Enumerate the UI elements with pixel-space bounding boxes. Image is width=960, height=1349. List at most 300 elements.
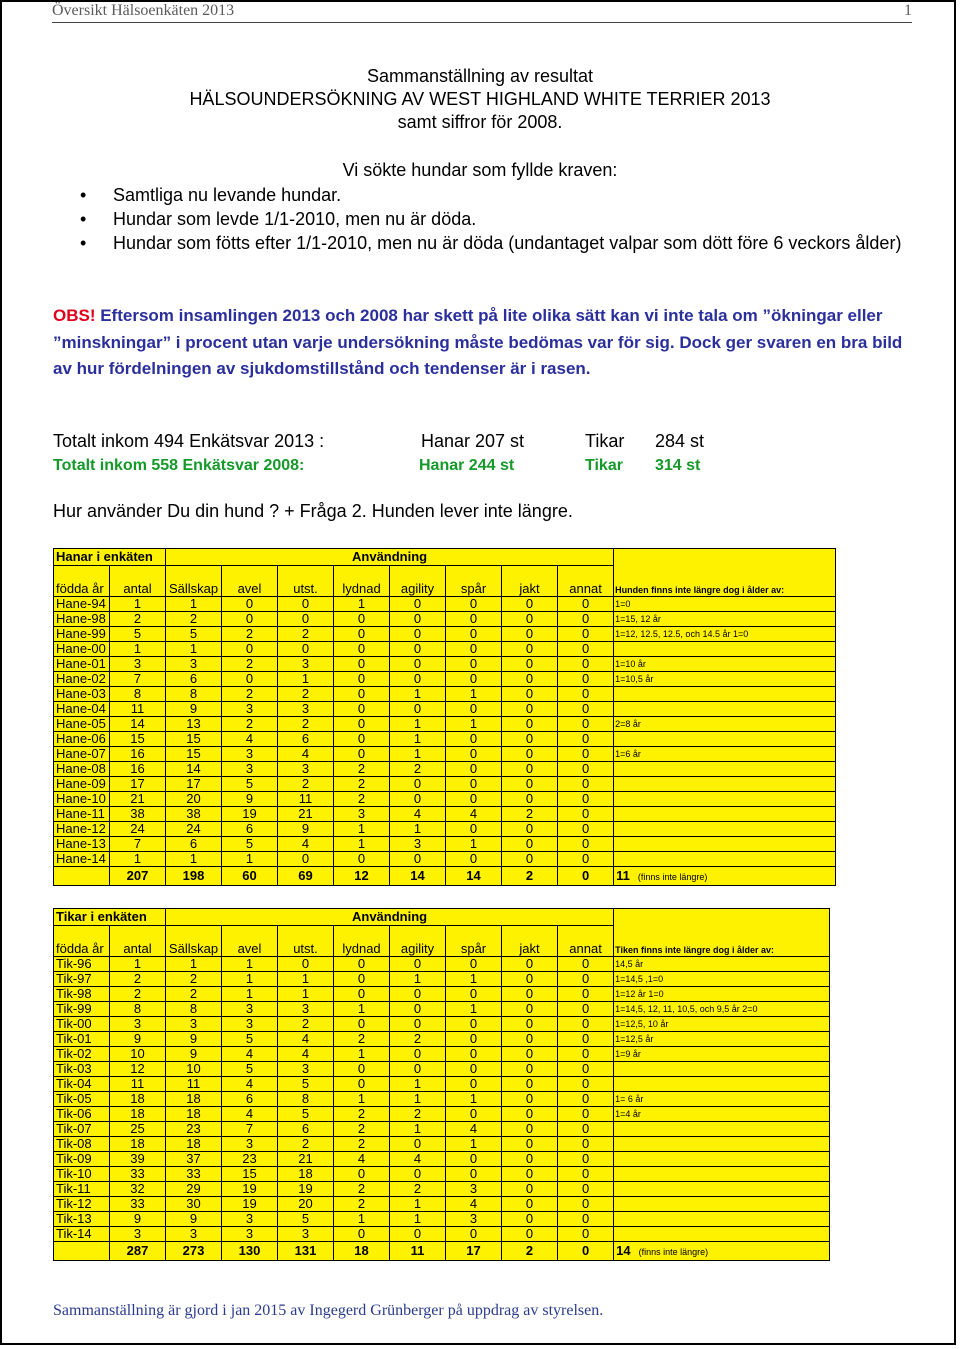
table-row	[54, 837, 836, 852]
summary-2008	[53, 457, 913, 479]
table-cell: 15	[166, 732, 222, 747]
row-note	[614, 702, 836, 717]
table-cell: 3	[222, 1137, 278, 1152]
total-note: (finns inte längre)	[637, 871, 708, 882]
table-row	[54, 1227, 830, 1242]
row-label: Tik-10	[54, 1167, 110, 1182]
row-note	[614, 687, 836, 702]
table-cell: 1	[446, 972, 502, 987]
table-cell: 0	[390, 642, 446, 657]
table-cell: 14	[166, 762, 222, 777]
table-cell: 0	[558, 1017, 614, 1032]
table-cell: 8	[110, 1002, 166, 1017]
row-note	[614, 1197, 830, 1212]
row-note: 1=4 år	[614, 1107, 830, 1122]
table-cell: 2	[334, 762, 390, 777]
column-header: utst.	[278, 926, 334, 957]
summary-2013-hanar: Hanar 207 st	[421, 431, 525, 451]
table-cell: 0	[446, 1032, 502, 1047]
table-usage-label: Användning	[166, 909, 614, 926]
table-cell: 0	[334, 1062, 390, 1077]
table-cell: 2	[222, 627, 278, 642]
table-cell: 1	[222, 972, 278, 987]
table-cell: 2	[166, 972, 222, 987]
table-cell: 0	[446, 612, 502, 627]
criteria-item: • Hundar som levde 1/1-2010, men nu är döda.	[80, 207, 920, 231]
column-header: avel	[222, 566, 278, 597]
table-row	[54, 612, 836, 627]
table-cell: 18	[278, 1167, 334, 1182]
table-cell: 0	[502, 792, 558, 807]
column-header: avel	[222, 926, 278, 957]
table-cell: 0	[502, 1107, 558, 1122]
summary-2008-total: Totalt inkom 558 Enkätsvar 2008:	[53, 457, 305, 474]
table-row	[54, 987, 830, 1002]
row-label: Tik-13	[54, 1212, 110, 1227]
row-note: 1=12 år 1=0	[614, 987, 830, 1002]
row-label: Tik-11	[54, 1182, 110, 1197]
table-cell: 0	[390, 597, 446, 612]
row-label: Tik-06	[54, 1107, 110, 1122]
table-cell: 8	[110, 687, 166, 702]
table-cell: 3	[166, 1017, 222, 1032]
total-cell: 17	[446, 1242, 502, 1261]
table-cell: 19	[222, 807, 278, 822]
table-cell: 0	[502, 1077, 558, 1092]
table-cell: 11	[278, 792, 334, 807]
summary-2013	[53, 431, 913, 453]
table-row	[54, 852, 836, 867]
table-cell: 2	[334, 1197, 390, 1212]
table-cell: 4	[222, 1077, 278, 1092]
table-cell: 3	[278, 657, 334, 672]
row-label: Tik-12	[54, 1197, 110, 1212]
table-cell: 33	[166, 1167, 222, 1182]
row-label: Tik-09	[54, 1152, 110, 1167]
table-cell: 1	[446, 1002, 502, 1017]
criteria-list	[80, 183, 920, 255]
total-cell: 207	[110, 867, 166, 886]
table-cell: 33	[110, 1197, 166, 1212]
page-header	[52, 2, 912, 23]
column-header: Sällskap	[166, 926, 222, 957]
table-cell: 0	[558, 1077, 614, 1092]
table-cell: 4	[334, 1152, 390, 1167]
table-cell: 2	[390, 1107, 446, 1122]
row-label: Hane-13	[54, 837, 110, 852]
table-cell: 3	[278, 1062, 334, 1077]
title-line-1: Sammanställning av resultat	[366, 66, 594, 86]
row-note	[614, 1227, 830, 1242]
table-cell: 11	[110, 1077, 166, 1092]
table-cell: 0	[334, 657, 390, 672]
table-cell: 20	[166, 792, 222, 807]
table-row	[54, 957, 830, 972]
table-cell: 1	[222, 852, 278, 867]
table-cell: 2	[278, 1017, 334, 1032]
table-cell: 0	[502, 1167, 558, 1182]
row-note	[614, 1212, 830, 1227]
table-cell: 3	[278, 762, 334, 777]
table-cell: 0	[502, 957, 558, 972]
table-cell: 0	[446, 1077, 502, 1092]
table-cell: 0	[558, 807, 614, 822]
table-cell: 1	[222, 957, 278, 972]
table-cell: 0	[502, 1182, 558, 1197]
table-cell: 0	[334, 732, 390, 747]
table-row	[54, 1077, 830, 1092]
table-cell: 0	[558, 1047, 614, 1062]
row-label: Tik-05	[54, 1092, 110, 1107]
row-note	[614, 732, 836, 747]
table-cell: 6	[166, 672, 222, 687]
table-cell: 0	[558, 822, 614, 837]
table-cell: 14	[110, 717, 166, 732]
table-cell: 0	[558, 657, 614, 672]
table-cell: 6	[278, 732, 334, 747]
table-row	[54, 1092, 830, 1107]
row-label: Tik-08	[54, 1137, 110, 1152]
table-cell: 12	[110, 1062, 166, 1077]
table-cell: 7	[222, 1122, 278, 1137]
table-cell: 0	[502, 672, 558, 687]
table-cell: 0	[558, 1182, 614, 1197]
total-cell: 11	[390, 1242, 446, 1261]
table-cell: 2	[110, 987, 166, 1002]
table-cell: 20	[278, 1197, 334, 1212]
table-cell: 1	[390, 1092, 446, 1107]
total-cell: 130	[222, 1242, 278, 1261]
table-cell: 0	[222, 612, 278, 627]
table-cell: 0	[446, 777, 502, 792]
table-cell: 1	[334, 1047, 390, 1062]
table-cell: 0	[502, 987, 558, 1002]
table-cell: 2	[222, 717, 278, 732]
table-cell: 0	[222, 642, 278, 657]
table-cell: 33	[110, 1167, 166, 1182]
table-cell: 1	[390, 687, 446, 702]
summary-2013-tikar-label: Tikar	[585, 431, 625, 451]
table-cell: 1	[446, 717, 502, 732]
footer-note: Sammanställning är gjord i jan 2015 av Ingegerd Grünberger på uppdrag av styrelsen.	[53, 1302, 604, 1319]
table-cell: 0	[502, 822, 558, 837]
table-cell: 21	[278, 807, 334, 822]
total-cell: 60	[222, 867, 278, 886]
column-header: annat	[558, 566, 614, 597]
table-cell: 1	[278, 972, 334, 987]
table-cell: 0	[502, 972, 558, 987]
table-cell: 0	[446, 1017, 502, 1032]
table-cell: 0	[390, 852, 446, 867]
table-cell: 5	[222, 1032, 278, 1047]
row-label: Tik-97	[54, 972, 110, 987]
table-cell: 0	[390, 1062, 446, 1077]
table-cell: 5	[222, 837, 278, 852]
table-cell: 4	[278, 747, 334, 762]
row-label: Tik-96	[54, 957, 110, 972]
row-note: 2=8 år	[614, 717, 836, 732]
row-note	[614, 1152, 830, 1167]
table-cell: 0	[502, 1032, 558, 1047]
table-cell: 6	[278, 1122, 334, 1137]
column-header: lydnad	[334, 566, 390, 597]
table-cell: 0	[502, 702, 558, 717]
table-cell: 9	[110, 1212, 166, 1227]
obs-text-2: Dock ger svaren en bra bild av hur fördelningen av sjukdomstillstånd och tendenser är i rasen.	[53, 332, 903, 378]
table-cell: 0	[334, 672, 390, 687]
table-row	[54, 1107, 830, 1122]
table-cell: 5	[110, 627, 166, 642]
table-cell: 0	[558, 987, 614, 1002]
row-note	[614, 762, 836, 777]
table-cell: 1	[278, 672, 334, 687]
table-note-header: Hunden finns inte längre dog i ålder av:	[614, 549, 836, 597]
table-cell: 1	[166, 852, 222, 867]
row-note	[614, 1182, 830, 1197]
table-group-label: Tikar i enkäten	[54, 909, 166, 926]
table-cell: 4	[390, 807, 446, 822]
table-row	[54, 1137, 830, 1152]
row-note	[614, 1062, 830, 1077]
summary-2008-tikar: 314 st	[655, 457, 701, 474]
table-cell: 0	[446, 657, 502, 672]
table-row	[54, 1167, 830, 1182]
row-label: Hane-10	[54, 792, 110, 807]
table-cell: 0	[558, 1107, 614, 1122]
total-cell: 12	[334, 867, 390, 886]
tikar-table	[53, 908, 830, 1261]
table-cell: 2	[222, 687, 278, 702]
table-cell: 3	[110, 1227, 166, 1242]
table-cell: 13	[166, 717, 222, 732]
row-note: 1=15, 12 år	[614, 612, 836, 627]
table-cell: 5	[278, 1077, 334, 1092]
table-cell: 1	[278, 987, 334, 1002]
table-row	[54, 642, 836, 657]
table-cell: 0	[390, 1227, 446, 1242]
criteria-item: • Samtliga nu levande hundar.	[80, 183, 920, 207]
table-cell: 0	[446, 702, 502, 717]
total-note: (finns inte längre)	[638, 1246, 709, 1257]
table-cell: 5	[166, 627, 222, 642]
row-note	[614, 837, 836, 852]
table-cell: 21	[110, 792, 166, 807]
table-cell: 1	[110, 957, 166, 972]
table-cell: 4	[278, 1047, 334, 1062]
table-cell: 11	[110, 702, 166, 717]
row-note	[614, 777, 836, 792]
table-cell: 2	[334, 777, 390, 792]
table-cell: 0	[390, 1002, 446, 1017]
total-cell: 2	[502, 867, 558, 886]
table-cell: 0	[558, 1032, 614, 1047]
table-cell: 24	[110, 822, 166, 837]
column-header: Sällskap	[166, 566, 222, 597]
row-label: Hane-09	[54, 777, 110, 792]
table-cell: 2	[166, 987, 222, 1002]
table-cell: 4	[446, 1122, 502, 1137]
table-cell: 0	[334, 747, 390, 762]
table-cell: 1	[334, 1092, 390, 1107]
row-label: Tik-04	[54, 1077, 110, 1092]
table-cell: 38	[166, 807, 222, 822]
table-row	[54, 972, 830, 987]
table-cell: 0	[502, 837, 558, 852]
table-cell: 1	[390, 717, 446, 732]
table-cell: 0	[390, 777, 446, 792]
table-cell: 0	[334, 1017, 390, 1032]
table-cell: 0	[502, 1212, 558, 1227]
table-cell: 32	[110, 1182, 166, 1197]
row-label: Tik-07	[54, 1122, 110, 1137]
table-cell: 7	[110, 672, 166, 687]
table-cell: 0	[390, 657, 446, 672]
table-cell: 0	[278, 612, 334, 627]
row-label: Hane-02	[54, 672, 110, 687]
row-label: Tik-98	[54, 987, 110, 1002]
table-cell: 5	[222, 1062, 278, 1077]
table-cell: 3	[446, 1212, 502, 1227]
row-note: 1=12,5, 10 år	[614, 1017, 830, 1032]
table-cell: 17	[166, 777, 222, 792]
row-label: Hane-12	[54, 822, 110, 837]
total-cell: 69	[278, 867, 334, 886]
total-cell: 0	[558, 1242, 614, 1261]
table-cell: 3	[222, 762, 278, 777]
table-cell: 2	[334, 1107, 390, 1122]
table-cell: 4	[278, 1032, 334, 1047]
table-cell: 0	[390, 672, 446, 687]
table-cell: 0	[334, 627, 390, 642]
summary-2008-tikar-label: Tikar	[585, 457, 623, 474]
table-cell: 1	[222, 987, 278, 1002]
table-cell: 0	[558, 1002, 614, 1017]
table-cell: 0	[446, 987, 502, 1002]
total-deceased: 11	[616, 867, 630, 883]
table-cell: 1	[110, 852, 166, 867]
table-cell: 0	[558, 627, 614, 642]
table-usage-label: Användning	[166, 549, 614, 566]
table-row	[54, 777, 836, 792]
table-cell: 5	[278, 1212, 334, 1227]
table-cell: 2	[502, 807, 558, 822]
table-cell: 0	[558, 777, 614, 792]
table-cell: 0	[558, 1137, 614, 1152]
table-cell: 3	[334, 807, 390, 822]
table-cell: 0	[502, 1122, 558, 1137]
table-cell: 0	[334, 852, 390, 867]
table-cell: 9	[222, 792, 278, 807]
table-cell: 15	[166, 747, 222, 762]
total-cell: 18	[334, 1242, 390, 1261]
total-cell: 287	[110, 1242, 166, 1261]
table-row	[54, 732, 836, 747]
table-cell: 38	[110, 807, 166, 822]
table-cell: 2	[222, 657, 278, 672]
table-cell: 2	[334, 1137, 390, 1152]
column-header: antal	[110, 926, 166, 957]
table-cell: 0	[502, 1047, 558, 1062]
table-cell: 0	[390, 1137, 446, 1152]
table-cell: 0	[446, 597, 502, 612]
page-number: 1	[904, 2, 912, 19]
table-cell: 7	[110, 837, 166, 852]
table-cell: 0	[502, 627, 558, 642]
row-note: 1=14,5, 12, 11, 10,5, och 9,5 år 2=0	[614, 1002, 830, 1017]
row-note	[614, 1167, 830, 1182]
row-label: Hane-03	[54, 687, 110, 702]
table-cell: 9	[166, 1047, 222, 1062]
table-cell: 1	[390, 732, 446, 747]
table-cell: 18	[110, 1107, 166, 1122]
table-cell: 0	[558, 672, 614, 687]
table-cell: 0	[558, 852, 614, 867]
table-cell: 1	[390, 1197, 446, 1212]
title-line-3: samt siffror för 2008.	[397, 112, 563, 132]
table-cell: 3	[222, 747, 278, 762]
table-cell: 0	[334, 987, 390, 1002]
table-cell: 39	[110, 1152, 166, 1167]
table-cell: 1	[390, 972, 446, 987]
table-cell: 16	[110, 762, 166, 777]
table-row	[54, 1002, 830, 1017]
row-note	[614, 642, 836, 657]
summary-2008-hanar: Hanar 244 st	[419, 457, 515, 474]
table-cell: 0	[502, 1152, 558, 1167]
table-cell: 1	[166, 597, 222, 612]
table-cell: 4	[222, 1107, 278, 1122]
row-label: Hane-00	[54, 642, 110, 657]
header-title: Översikt Hälsoenkäten 2013	[52, 2, 235, 19]
table-cell: 0	[502, 732, 558, 747]
table-cell: 8	[278, 1092, 334, 1107]
row-note	[614, 807, 836, 822]
table-cell: 18	[166, 1092, 222, 1107]
table-cell: 2	[278, 717, 334, 732]
table-cell: 0	[558, 717, 614, 732]
table-cell: 4	[222, 732, 278, 747]
table-row	[54, 1182, 830, 1197]
table-row	[54, 1197, 830, 1212]
table-cell: 0	[558, 747, 614, 762]
table-cell: 0	[222, 672, 278, 687]
table-cell: 15	[222, 1167, 278, 1182]
table-cell: 0	[502, 657, 558, 672]
table-cell: 29	[166, 1182, 222, 1197]
table-cell: 0	[334, 612, 390, 627]
table-row	[54, 1062, 830, 1077]
table-cell: 0	[334, 1167, 390, 1182]
total-cell: 198	[166, 867, 222, 886]
table-cell: 9	[110, 1032, 166, 1047]
table-cell: 0	[446, 822, 502, 837]
table-cell: 2	[390, 762, 446, 777]
row-label: Tik-02	[54, 1047, 110, 1062]
table-cell: 0	[558, 1167, 614, 1182]
table-cell: 6	[222, 1092, 278, 1107]
table-cell: 0	[390, 612, 446, 627]
table-cell: 0	[558, 792, 614, 807]
row-note: 1=12, 12.5, 12.5, och 14.5 år 1=0	[614, 627, 836, 642]
table-cell: 0	[446, 747, 502, 762]
table-cell: 0	[558, 957, 614, 972]
summary-2013-total: Totalt inkom 494 Enkätsvar 2013 :	[53, 431, 325, 451]
table-row	[54, 762, 836, 777]
row-label: Hane-94	[54, 597, 110, 612]
table-cell: 3	[222, 702, 278, 717]
table-cell: 0	[558, 1152, 614, 1167]
table-row	[54, 1047, 830, 1062]
